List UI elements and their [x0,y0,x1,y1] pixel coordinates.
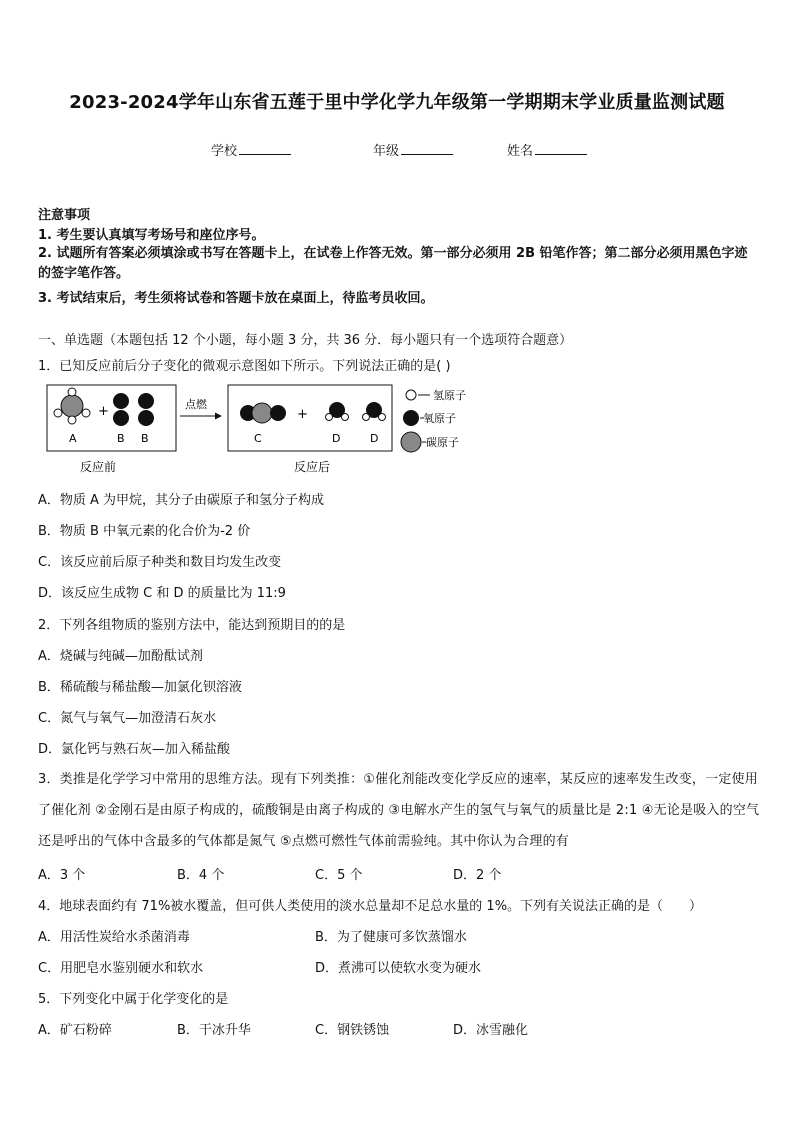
after-label: 反应后 [294,460,331,474]
grade-field [373,140,453,159]
oxygen-atom [138,393,154,409]
q1-option-c: C．该反应前后原子种类和数目均发生改变 [38,555,282,570]
label-C: C [254,432,262,445]
page-title: 2023-2024学年山东省五莲于里中学化学九年级第一学期期末学业质量监测试题 [69,92,725,113]
notice-heading: 注意事项 [38,208,91,223]
q3-option-a: A．3 个 [38,868,86,883]
q5-option-b: B．干冰升华 [177,1023,251,1038]
q5-stem: 5．下列变化中属于化学变化的是 [38,992,229,1007]
q4-option-c: C．用肥皂水鉴别硬水和软水 [38,961,204,976]
school-field [211,140,291,159]
legend-carbon-label: 碳原子 [426,436,459,449]
molecule-B [113,393,129,426]
arrow-label: 点燃 [185,398,207,411]
molecule-D [326,402,349,421]
q1-option-d: D．该反应生成物 C 和 D 的质量比为 11:9 [38,586,286,601]
hydrogen-atom [379,414,386,421]
school-blank [239,142,291,155]
hydrogen-atom [68,416,76,424]
before-label: 反应前 [80,460,117,474]
q1-stem: 1．已知反应前后分子变化的微观示意图如下所示。下列说法正确的是( ) [38,359,451,374]
q3-option-d: D．2 个 [453,868,502,883]
hydrogen-atom [326,414,333,421]
q2-option-c: C．氮气与氧气—加澄清石灰水 [38,711,217,726]
q5-option-d: D．冰雪融化 [453,1023,529,1038]
notice-item-1: 1. 考生要认真填写考场号和座位序号。 [38,228,265,243]
name-field [507,140,587,159]
hydrogen-atom [363,414,370,421]
oxygen-atom [270,405,286,421]
q2-option-b: B．稀硫酸与稀盐酸—加氯化钡溶液 [38,680,242,695]
q3-option-b: B．4 个 [177,868,225,883]
notice-item-3: 3. 考试结束后，考生须将试卷和答题卡放在桌面上，待监考员收回。 [38,291,434,306]
name-label: 姓名 [507,144,534,159]
q5-option-a: A．矿石粉碎 [38,1023,112,1038]
grade-label: 年级 [373,144,400,159]
label-D: D [370,432,379,445]
section-heading: 一、单选题（本题包括 12 个小题，每小题 3 分，共 36 分．每小题只有一个选项符合题意） [38,333,573,348]
hydrogen-legend-icon [406,390,416,400]
q3-option-c: C．5 个 [315,868,363,883]
label-B: B [117,432,125,445]
q5-option-c: C．钢铁锈蚀 [315,1023,390,1038]
label-B: B [141,432,149,445]
q2-stem: 2．下列各组物质的鉴别方法中，能达到预期目的的是 [38,618,346,633]
oxygen-atom [113,393,129,409]
molecule-C [240,403,286,423]
plus-sign: + [297,407,308,422]
label-D: D [332,432,341,445]
legend-hydrogen-label: 氢原子 [433,389,466,402]
q2-option-a: A．烧碱与纯碱—加酚酞试剂 [38,649,203,664]
molecule-D [363,402,386,421]
q1-option-a: A．物质 A 为甲烷，其分子由碳原子和氢分子构成 [38,493,325,508]
carbon-atom [252,403,272,423]
label-A: A [69,432,77,445]
q4-option-b: B．为了健康可多饮蒸馏水 [315,930,467,945]
q4-stem: 4．地球表面约有 71%被水覆盖，但可供人类使用的淡水总量却不足总水量的 1%。下列有关说法正确的是（ ） [38,899,703,914]
q1-option-b: B．物质 B 中氧元素的化合价为-2 价 [38,524,251,539]
before-box [47,385,176,451]
q4-option-a: A．用活性炭给水杀菌消毒 [38,930,190,945]
molecule-B [138,393,154,426]
hydrogen-atom [82,409,90,417]
school-label: 学校 [211,144,238,159]
q4-option-d: D．煮沸可以使软水变为硬水 [315,961,482,976]
plus-sign: + [98,404,109,419]
grade-blank [401,142,453,155]
molecule-A [54,388,90,424]
legend-oxygen-label: 氧原子 [423,412,456,425]
hydrogen-atom [54,409,62,417]
hydrogen-atom [68,388,76,396]
oxygen-atom [138,410,154,426]
legend-oxygen [403,410,456,426]
legend-hydrogen [406,388,466,402]
q3-stem: 3．类推是化学学习中常用的思维方法。现有下列类推：①催化剂能改变化学反应的速率，某反应的速率发生改变，一定使用了催化剂 ②金刚石是由原子构成的，硫酸铜是由离子构成的 ③电解水产生的氢气与氧气的质量比是 2:1 ④无论是吸入的空气还是呼出的气体中含最多的气体都是氮气 ⑤点燃可燃性气体前需验纯。其中你认为合理的有 [38,772,760,849]
hydrogen-atom [342,414,349,421]
oxygen-atom [113,410,129,426]
carbon-legend-icon [401,432,421,452]
q2-option-d: D．氯化钙与熟石灰—加入稀盐酸 [38,742,231,757]
name-blank [535,142,587,155]
oxygen-legend-icon [403,410,419,426]
notice-item-2: 2. 试题所有答案必须填涂或书写在答题卡上，在试卷上作答无效。第一部分必须用 2B 铅笔作答；第二部分必须用黑色字迹的签字笔作答。 [38,246,748,281]
carbon-atom [61,395,83,417]
legend-carbon [401,432,459,452]
q1-reaction-diagram [40,380,480,480]
arrow-head [215,413,222,420]
